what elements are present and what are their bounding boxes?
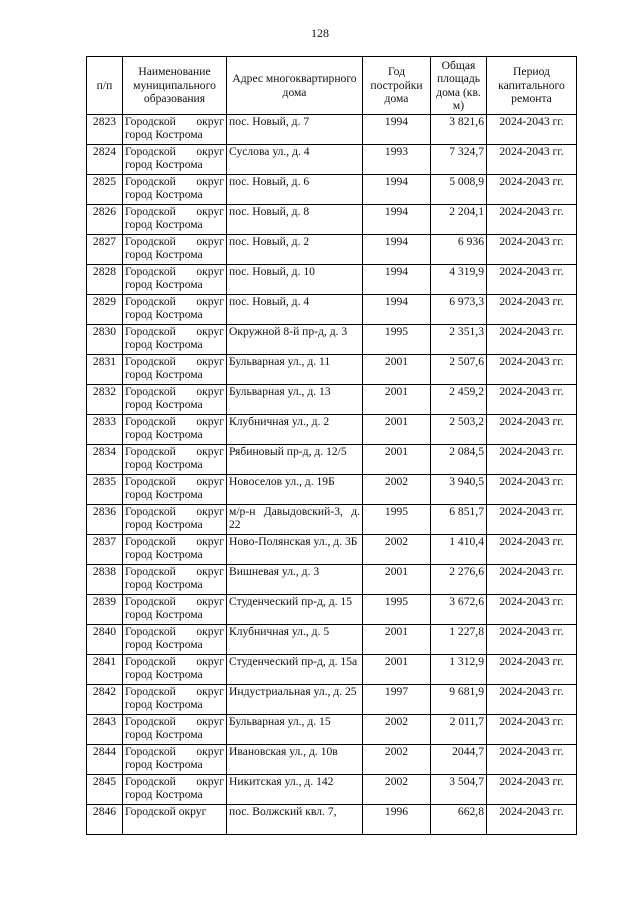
header-year: Год постройки дома — [363, 57, 431, 115]
header-area: Общая площадь дома (кв. м) — [431, 57, 487, 115]
area-cell: 2 084,5 — [431, 445, 487, 475]
row-number: 2837 — [87, 535, 123, 565]
period-cell: 2024-2043 гг. — [487, 175, 577, 205]
table-row — [87, 505, 577, 535]
year-cell: 1994 — [363, 265, 431, 295]
row-number: 2846 — [87, 805, 123, 835]
area-cell: 2 011,7 — [431, 715, 487, 745]
area-cell: 6 936 — [431, 235, 487, 265]
table-row — [87, 205, 577, 235]
area-cell: 9 681,9 — [431, 685, 487, 715]
row-number: 2824 — [87, 145, 123, 175]
page-number: 128 — [311, 26, 329, 40]
period-cell: 2024-2043 гг. — [487, 565, 577, 595]
address-cell: Никитская ул., д. 142 — [227, 775, 363, 805]
row-number: 2826 — [87, 205, 123, 235]
municipality-cell: Городской округ — [123, 805, 227, 835]
period-cell: 2024-2043 гг. — [487, 295, 577, 325]
address-cell: Студенческий пр-д, д. 15 — [227, 595, 363, 625]
year-cell: 2002 — [363, 535, 431, 565]
period-cell: 2024-2043 гг. — [487, 445, 577, 475]
municipality-cell: Городской округ город Кострома — [123, 685, 227, 715]
area-cell: 4 319,9 — [431, 265, 487, 295]
year-cell: 2002 — [363, 745, 431, 775]
area-cell: 2 503,2 — [431, 415, 487, 445]
row-number: 2832 — [87, 385, 123, 415]
table-row — [87, 265, 577, 295]
municipality-cell: Городской округ город Кострома — [123, 745, 227, 775]
address-cell: Суслова ул., д. 4 — [227, 145, 363, 175]
municipality-cell: Городской округ город Кострома — [123, 175, 227, 205]
period-cell: 2024-2043 гг. — [487, 235, 577, 265]
table-row — [87, 385, 577, 415]
municipality-cell: Городской округ город Кострома — [123, 235, 227, 265]
year-cell: 2002 — [363, 475, 431, 505]
year-cell: 2001 — [363, 445, 431, 475]
municipality-cell: Городской округ город Кострома — [123, 325, 227, 355]
address-cell: Клубничная ул., д. 2 — [227, 415, 363, 445]
area-cell: 5 008,9 — [431, 175, 487, 205]
municipality-cell: Городской округ город Кострома — [123, 535, 227, 565]
period-cell: 2024-2043 гг. — [487, 415, 577, 445]
row-number: 2835 — [87, 475, 123, 505]
area-cell: 3 821,6 — [431, 115, 487, 145]
row-number: 2834 — [87, 445, 123, 475]
row-number: 2823 — [87, 115, 123, 145]
period-cell: 2024-2043 гг. — [487, 535, 577, 565]
period-cell: 2024-2043 гг. — [487, 775, 577, 805]
period-cell: 2024-2043 гг. — [487, 355, 577, 385]
area-cell: 2 351,3 — [431, 325, 487, 355]
address-cell: Окружной 8-й пр-д, д. 3 — [227, 325, 363, 355]
row-number: 2844 — [87, 745, 123, 775]
year-cell: 1997 — [363, 685, 431, 715]
year-cell: 1994 — [363, 295, 431, 325]
year-cell: 1996 — [363, 805, 431, 835]
municipality-cell: Городской округ город Кострома — [123, 385, 227, 415]
address-cell: пос. Новый, д. 6 — [227, 175, 363, 205]
table-row — [87, 775, 577, 805]
table-header-row — [87, 57, 577, 115]
period-cell: 2024-2043 гг. — [487, 115, 577, 145]
table-row — [87, 325, 577, 355]
table-body — [87, 115, 577, 835]
table-row — [87, 625, 577, 655]
year-cell: 2001 — [363, 415, 431, 445]
table-row — [87, 475, 577, 505]
area-cell: 3 672,6 — [431, 595, 487, 625]
year-cell: 2001 — [363, 655, 431, 685]
table-row — [87, 565, 577, 595]
table-row — [87, 175, 577, 205]
header-address: Адрес многоквартирного дома — [227, 57, 363, 115]
municipality-cell: Городской округ город Кострома — [123, 265, 227, 295]
year-cell: 2002 — [363, 715, 431, 745]
municipality-cell: Городской округ город Кострома — [123, 565, 227, 595]
table-row — [87, 685, 577, 715]
row-number: 2829 — [87, 295, 123, 325]
area-cell: 1 410,4 — [431, 535, 487, 565]
address-cell: Бульварная ул., д. 13 — [227, 385, 363, 415]
municipality-cell: Городской округ город Кострома — [123, 715, 227, 745]
address-cell: Ивановская ул., д. 10в — [227, 745, 363, 775]
area-cell: 2 507,6 — [431, 355, 487, 385]
row-number: 2833 — [87, 415, 123, 445]
header-num: п/п — [87, 57, 123, 115]
table-row — [87, 295, 577, 325]
row-number: 2840 — [87, 625, 123, 655]
area-cell: 662,8 — [431, 805, 487, 835]
period-cell: 2024-2043 гг. — [487, 685, 577, 715]
period-cell: 2024-2043 гг. — [487, 475, 577, 505]
municipality-cell: Городской округ город Кострома — [123, 115, 227, 145]
table-row — [87, 415, 577, 445]
year-cell: 1993 — [363, 145, 431, 175]
address-cell: Вишневая ул., д. 3 — [227, 565, 363, 595]
row-number: 2827 — [87, 235, 123, 265]
year-cell: 1995 — [363, 325, 431, 355]
table-row — [87, 235, 577, 265]
address-cell: Индустриальная ул., д. 25 — [227, 685, 363, 715]
address-cell: Бульварная ул., д. 11 — [227, 355, 363, 385]
address-cell: м/р-н Давыдовский-3, д. 22 — [227, 505, 363, 535]
year-cell: 1995 — [363, 595, 431, 625]
area-cell: 1 227,8 — [431, 625, 487, 655]
table-row — [87, 145, 577, 175]
municipality-cell: Городской округ город Кострома — [123, 205, 227, 235]
table-row — [87, 535, 577, 565]
table-row — [87, 355, 577, 385]
area-cell: 3 504,7 — [431, 775, 487, 805]
row-number: 2841 — [87, 655, 123, 685]
row-number: 2836 — [87, 505, 123, 535]
address-cell: Ново-Полянская ул., д. 3Б — [227, 535, 363, 565]
year-cell: 1994 — [363, 115, 431, 145]
year-cell: 1994 — [363, 175, 431, 205]
year-cell: 2001 — [363, 625, 431, 655]
year-cell: 2001 — [363, 565, 431, 595]
year-cell: 1994 — [363, 235, 431, 265]
address-cell: Новоселов ул., д. 19Б — [227, 475, 363, 505]
area-cell: 1 312,9 — [431, 655, 487, 685]
row-number: 2828 — [87, 265, 123, 295]
period-cell: 2024-2043 гг. — [487, 145, 577, 175]
address-cell: Студенческий пр-д, д. 15а — [227, 655, 363, 685]
address-cell: Клубничная ул., д. 5 — [227, 625, 363, 655]
area-cell: 3 940,5 — [431, 475, 487, 505]
address-cell: пос. Новый, д. 7 — [227, 115, 363, 145]
municipality-cell: Городской округ город Кострома — [123, 595, 227, 625]
header-municipality: Наименование муниципального образования — [123, 57, 227, 115]
address-cell: пос. Новый, д. 10 — [227, 265, 363, 295]
year-cell: 2001 — [363, 385, 431, 415]
row-number: 2842 — [87, 685, 123, 715]
row-number: 2825 — [87, 175, 123, 205]
year-cell: 2002 — [363, 775, 431, 805]
municipality-cell: Городской округ город Кострома — [123, 445, 227, 475]
year-cell: 2001 — [363, 355, 431, 385]
period-cell: 2024-2043 гг. — [487, 805, 577, 835]
table-row — [87, 655, 577, 685]
row-number: 2830 — [87, 325, 123, 355]
housing-registry-table — [86, 56, 577, 835]
period-cell: 2024-2043 гг. — [487, 595, 577, 625]
municipality-cell: Городской округ город Кострома — [123, 475, 227, 505]
address-cell: Бульварная ул., д. 15 — [227, 715, 363, 745]
municipality-cell: Городской округ город Кострома — [123, 295, 227, 325]
period-cell: 2024-2043 гг. — [487, 625, 577, 655]
municipality-cell: Городской округ город Кострома — [123, 145, 227, 175]
address-cell: Рябиновый пр-д, д. 12/5 — [227, 445, 363, 475]
area-cell: 6 851,7 — [431, 505, 487, 535]
table-row — [87, 805, 577, 835]
area-cell: 6 973,3 — [431, 295, 487, 325]
row-number: 2845 — [87, 775, 123, 805]
municipality-cell: Городской округ город Кострома — [123, 355, 227, 385]
period-cell: 2024-2043 гг. — [487, 265, 577, 295]
period-cell: 2024-2043 гг. — [487, 655, 577, 685]
address-cell: пос. Новый, д. 4 — [227, 295, 363, 325]
period-cell: 2024-2043 гг. — [487, 715, 577, 745]
area-cell: 7 324,7 — [431, 145, 487, 175]
area-cell: 2 459,2 — [431, 385, 487, 415]
table-row — [87, 445, 577, 475]
year-cell: 1995 — [363, 505, 431, 535]
header-period: Период капитального ремонта — [487, 57, 577, 115]
address-cell: пос. Новый, д. 8 — [227, 205, 363, 235]
municipality-cell: Городской округ город Кострома — [123, 505, 227, 535]
table-row — [87, 715, 577, 745]
area-cell: 2 276,6 — [431, 565, 487, 595]
row-number: 2839 — [87, 595, 123, 625]
area-cell: 2044,7 — [431, 745, 487, 775]
period-cell: 2024-2043 гг. — [487, 205, 577, 235]
address-cell: пос. Волжский квл. 7, — [227, 805, 363, 835]
period-cell: 2024-2043 гг. — [487, 325, 577, 355]
address-cell: пос. Новый, д. 2 — [227, 235, 363, 265]
municipality-cell: Городской округ город Кострома — [123, 415, 227, 445]
row-number: 2843 — [87, 715, 123, 745]
row-number: 2831 — [87, 355, 123, 385]
row-number: 2838 — [87, 565, 123, 595]
year-cell: 1994 — [363, 205, 431, 235]
municipality-cell: Городской округ город Кострома — [123, 625, 227, 655]
period-cell: 2024-2043 гг. — [487, 745, 577, 775]
municipality-cell: Городской округ город Кострома — [123, 775, 227, 805]
table-row — [87, 595, 577, 625]
period-cell: 2024-2043 гг. — [487, 505, 577, 535]
table-row — [87, 745, 577, 775]
table-row — [87, 115, 577, 145]
municipality-cell: Городской округ город Кострома — [123, 655, 227, 685]
area-cell: 2 204,1 — [431, 205, 487, 235]
period-cell: 2024-2043 гг. — [487, 385, 577, 415]
